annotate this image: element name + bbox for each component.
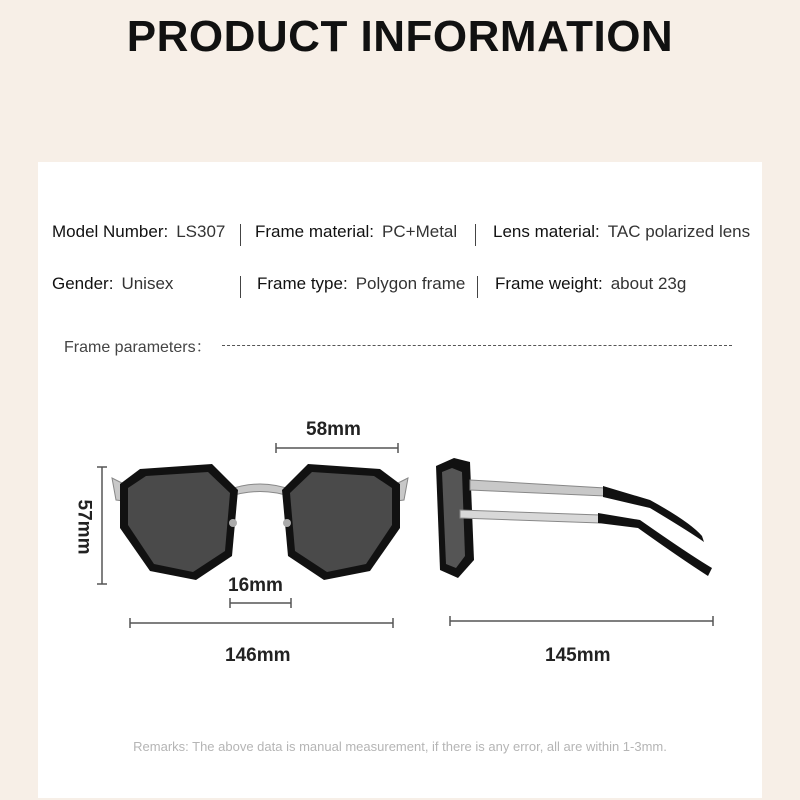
spec-label: Frame type: bbox=[257, 274, 348, 293]
page-title: PRODUCT INFORMATION bbox=[126, 12, 674, 61]
spec-value: TAC polarized lens bbox=[607, 222, 751, 241]
spec-label: Frame weight: bbox=[495, 274, 603, 293]
side-view-glasses bbox=[436, 458, 712, 578]
total-width-label: 146mm bbox=[225, 645, 291, 666]
spec-label: Gender: bbox=[52, 274, 114, 293]
spec-value: about 23g bbox=[610, 274, 687, 293]
remarks-note: Remarks: The above data is manual measurement, if there is any error, all are within 1-3mm. bbox=[133, 739, 667, 754]
spec-label: Frame material: bbox=[255, 222, 375, 241]
temple-length-label: 145mm bbox=[545, 645, 611, 666]
lens-height-label: 57mm bbox=[73, 499, 95, 555]
lens-width-label: 58mm bbox=[306, 419, 361, 440]
spec-value: LS307 bbox=[176, 222, 226, 241]
front-view-glasses bbox=[112, 464, 408, 580]
bridge-width-label: 16mm bbox=[228, 575, 283, 596]
spec-value: Polygon frame bbox=[355, 274, 466, 293]
spec-label: Model Number: bbox=[52, 222, 169, 241]
frame-parameters-label: Frame parameters： bbox=[64, 339, 212, 356]
spec-value: Unisex bbox=[121, 274, 174, 293]
spec-value: PC+Metal bbox=[382, 222, 458, 241]
spec-label: Lens material: bbox=[493, 222, 600, 241]
